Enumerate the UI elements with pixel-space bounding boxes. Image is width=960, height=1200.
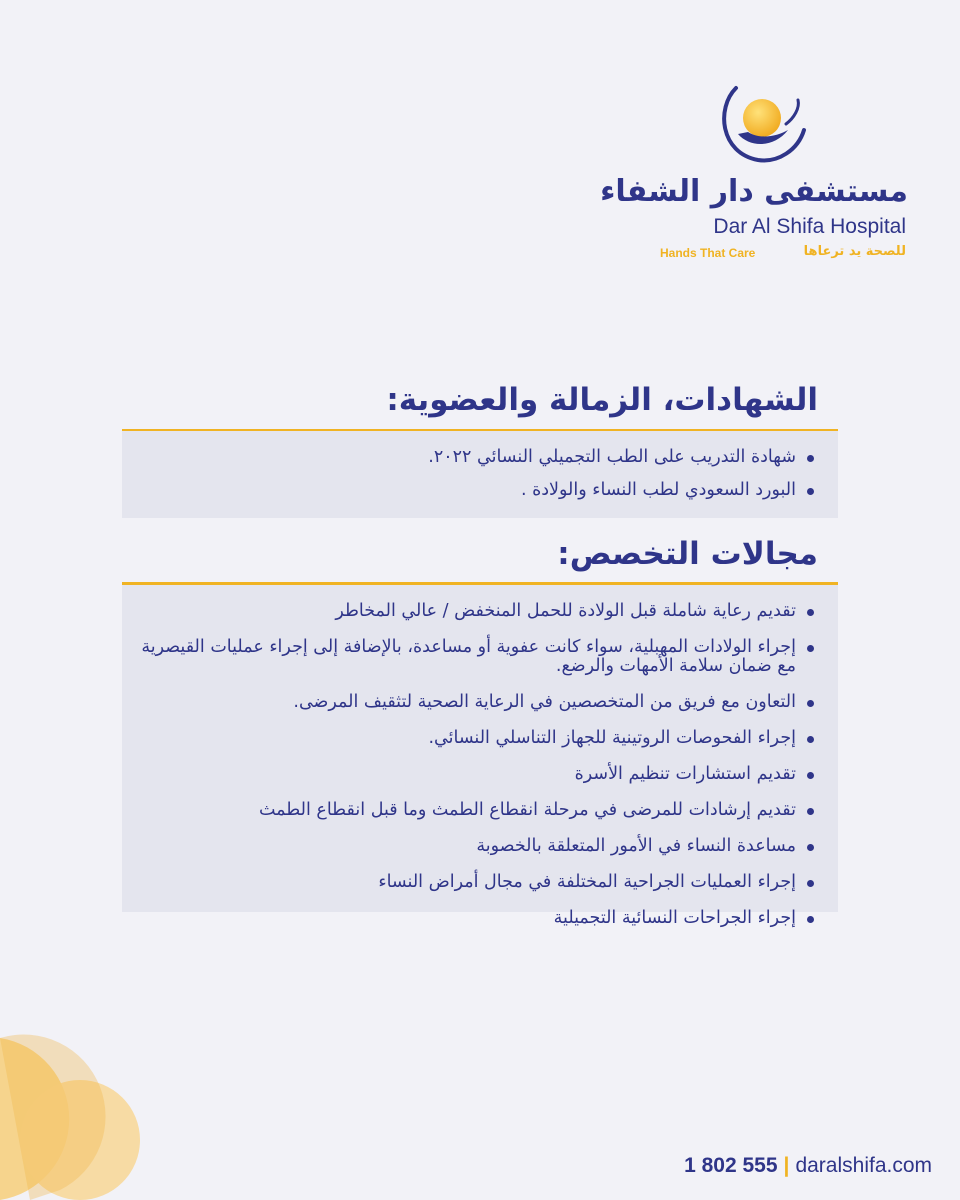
footer-contact — [684, 1154, 932, 1178]
website-link[interactable]: daralshifa.com — [795, 1154, 932, 1177]
certifications-box — [122, 430, 838, 518]
sun-in-hands-icon — [708, 78, 818, 178]
list-item: التعاون مع فريق من المتخصصين في الرعاية الصحية لتثقيف المرضى. — [136, 693, 818, 712]
list-item: مساعدة النساء في الأمور المتعلقة بالخصوبة — [136, 837, 818, 856]
list-item: البورد السعودي لطب النساء والولادة . — [136, 481, 818, 500]
list-item: إجراء الولادات المهبلية، سواء كانت عفوية أو مساعدة، بالإضافة إلى إجراء عمليات القيصرية مع ضمان سلامة الأمهات والرضع. — [136, 638, 818, 676]
list-item: تقديم إرشادات للمرضى في مرحلة انقطاع الطمث وما قبل انقطاع الطمث — [136, 801, 818, 820]
hospital-logo — [600, 78, 908, 268]
certifications-heading: الشهادات، الزمالة والعضوية: — [386, 382, 818, 418]
specialties-list — [136, 602, 818, 945]
footer-separator: | — [783, 1154, 790, 1177]
list-item: إجراء الفحوصات الروتينية للجهاز التناسلي النسائي. — [136, 729, 818, 748]
specialties-heading: مجالات التخصص: — [557, 536, 818, 572]
decorative-petals-icon — [0, 1030, 150, 1200]
list-item: شهادة التدريب على الطب التجميلي النسائي ٢٠٢٢. — [136, 448, 818, 467]
certifications-list — [136, 448, 818, 514]
certifications-divider — [122, 429, 838, 431]
logo-tagline-arabic: للصحة يد ترعاها — [803, 244, 906, 259]
logo-english-name: Dar Al Shifa Hospital — [713, 215, 906, 238]
list-item: تقديم رعاية شاملة قبل الولادة للحمل المنخفض / عالي المخاطر — [136, 602, 818, 621]
logo-tagline-english: Hands That Care — [660, 246, 756, 260]
specialties-box — [122, 584, 838, 928]
list-item: إجراء الجراحات النسائية التجميلية — [136, 909, 818, 928]
logo-arabic-name: مستشفى دار الشفاء — [600, 174, 908, 209]
list-item: إجراء العمليات الجراحية المختلفة في مجال أمراض النساء — [136, 873, 818, 892]
specialties-divider — [122, 582, 838, 585]
phone-number[interactable]: 1 802 555 — [684, 1154, 778, 1177]
list-item: تقديم استشارات تنظيم الأسرة — [136, 765, 818, 784]
